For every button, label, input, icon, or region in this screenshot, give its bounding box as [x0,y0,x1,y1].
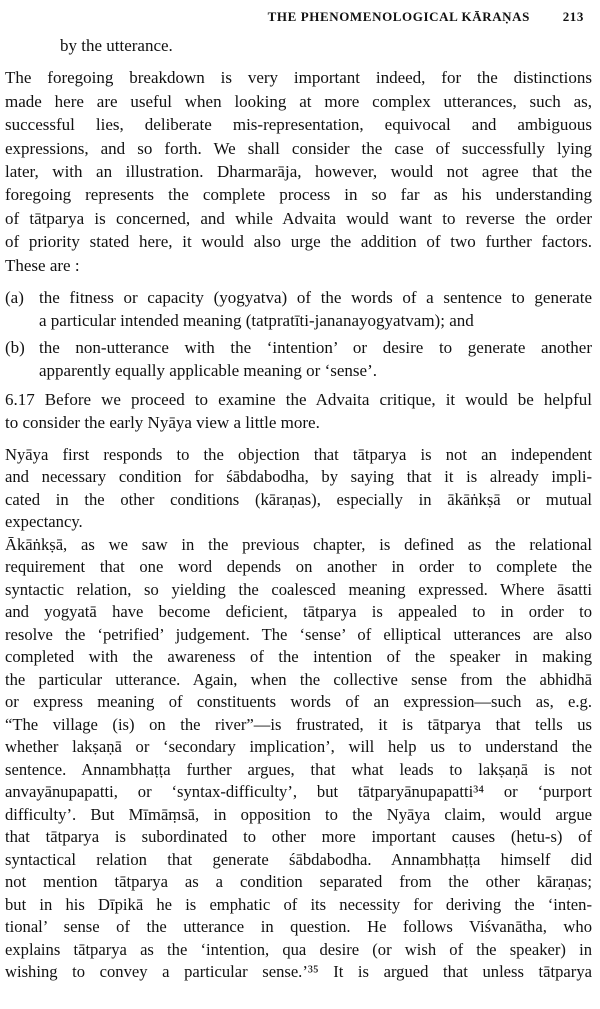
text-line: “The village (is) on the river”—is frustrated, it is tātparya that tells us [5,714,592,734]
text-line: apparently equally applicable meaning or ‘sense’. [39,361,377,381]
text-line: Ākāṅkṣā, as we saw in the previous chapter, is defined as the relational [5,534,592,554]
text-line: or express meaning of constituents words of an expression—such as, e.g. [5,692,592,711]
text-line: of tātparya is concerned, and while Advaita would want to reverse the order [5,208,592,228]
text-line: made here are useful when looking at more complex utterances, such as, [5,91,592,111]
text-line: The foregoing breakdown is very important indeed, for the distinctions [5,68,592,88]
text-line: whether lakṣaṇā or ‘secondary implication’, will help us to understand the [5,737,592,756]
list-label: (b) [5,337,25,357]
text-line: foregoing represents the complete process in so far as his understanding [5,185,592,205]
text-line: the non-utterance with the ‘intention’ or desire to generate another [39,337,592,357]
paragraph-akanksa [5,534,592,984]
paragraph-section-6-17 [5,388,592,435]
paragraph-nyaya-response [5,444,592,534]
text-line: syntactic relation, so yielding the coalesced meaning expressed. Where āsatti [5,579,592,599]
text-line: expressions, and so forth. We shall consider the case of successfully lying [5,138,592,158]
list-item-b [5,336,592,383]
text-line: tional’ sense of the utterance in question. He follows Viśvanātha, who [5,917,592,936]
text-line: to consider the early Nyāya view a little more. [5,413,320,433]
text-line: but in his Dīpikā he is emphatic of its necessity for deriving the ‘inten- [5,894,592,914]
page-number: 213 [562,9,584,24]
text-line: successful lies, deliberate mis-representation, equivocal and ambiguous [5,115,592,135]
text-line: completed with the awareness of the intention of the speaker in making [5,647,592,666]
text-line: cated in the other conditions (kāraṇas), especially in ākāṅkṣā or mutual [5,489,592,509]
text-line: sentence. Annambhaṭṭa further argues, that what leads to lakṣaṇā is not [5,759,592,779]
text-line: later, with an illustration. Dharmarāja, however, would not agree that the [5,162,592,182]
page-header [5,4,592,26]
text-line: anvayānupapatti, or ‘syntax-difficulty’, but tātparyānupapatti³⁴ or ‘purport [5,782,592,801]
text-line: syntactical relation that generate śābdabodha. Annambhaṭṭa himself did [5,849,592,869]
text-line: difficulty’. But Mīmāṃsā, in opposition to the Nyāya claim, would argue [5,804,592,824]
text-line: requirement that one word depends on another in order to complete the [5,557,592,576]
running-title: THE PHENOMENOLOGICAL KĀRAṆAS [267,9,530,24]
text-line: expectancy. [5,512,83,531]
text-line: 6.17 Before we proceed to examine the Advaita critique, it would be helpful [5,389,592,409]
paragraph-continuation [5,34,592,57]
text-line: the particular utterance. Again, when the collective sense from the abhidhā [5,669,592,689]
text-line: not mention tātparya as a condition separated from the other kāraṇas; [5,872,592,891]
text-line: by the utterance. [60,36,173,55]
list-label: (a) [5,288,24,308]
text-line: wishing to convey a particular sense.’³⁵ It is argued that unless tātparya [5,962,592,981]
text-line: Nyāya first responds to the objection that tātparya is not an independent [5,444,592,464]
text-line: the fitness or capacity (yogyatva) of the words of a sentence to generate [39,288,592,308]
text-line: and necessary condition for śābdabodha, by saying that it is already impli- [5,467,592,486]
text-line: resolve the ‘petrified’ judgement. The ‘sense’ of elliptical utterances are also [5,624,592,644]
text-line: These are : [5,255,80,275]
list-item-a [5,286,592,333]
list-text [39,336,592,383]
text-line: of priority stated here, it would also urge the addition of two further factors. [5,232,592,252]
body-text [5,444,592,984]
text-line: that tātparya is subordinated to other more important causes (hetu-s) of [5,827,592,846]
list-text [39,286,592,333]
text-line: explains tātparya as the ‘intention, qua desire (or wish of the speaker) in [5,939,592,959]
text-line: a particular intended meaning (tatpratīti-jananayogyatvam); and [39,311,474,331]
paragraph-foregoing-breakdown [5,66,592,277]
text-line: and yogyatā have become deficient, tātparya is appealed to in order to [5,602,592,621]
